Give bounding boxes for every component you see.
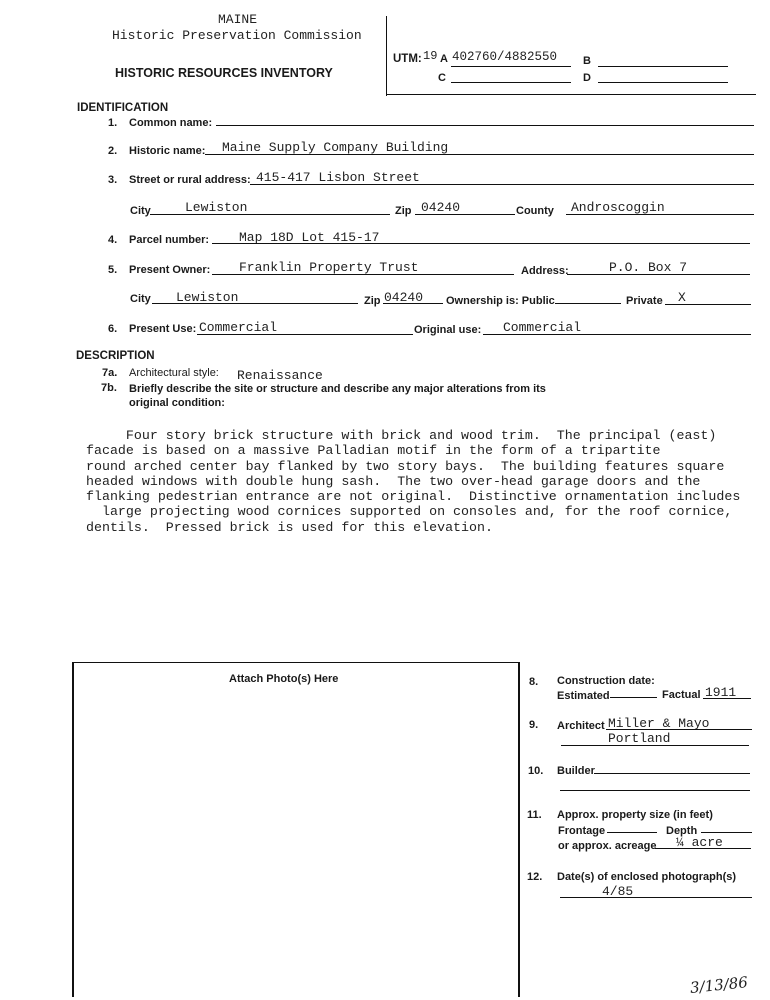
description-line: large projecting wood cornices supported on consoles and, for the roof cornice, <box>86 504 733 520</box>
estimated-label: Estimated <box>557 690 610 702</box>
builder-line-2 <box>560 790 750 791</box>
historic-name-line <box>205 154 754 155</box>
frontage-line <box>607 832 657 833</box>
item-7a-number: 7a. <box>102 367 118 379</box>
item-12-number: 12. <box>527 871 543 883</box>
original-use-value: Commercial <box>503 320 582 335</box>
commission-title: Historic Preservation Commission <box>112 28 362 43</box>
description-line: dentils. Pressed brick is used for this elevation. <box>86 519 493 535</box>
builder-line-1 <box>594 773 750 774</box>
factual-line <box>703 698 751 699</box>
owner-label: Present Owner: <box>129 264 211 276</box>
architect-value-2: Portland <box>608 731 671 746</box>
owner-zip-line <box>383 303 443 304</box>
frontage-label: Frontage <box>558 825 606 837</box>
description-line: flanking pedestrian entrance are not original. Distinctive ornamentation includes <box>86 489 741 505</box>
state-title: MAINE <box>218 12 258 27</box>
acreage-value: ¼ acre <box>676 835 723 850</box>
photo-date-line <box>560 897 752 898</box>
architect-value-1: Miller & Mayo <box>608 716 710 731</box>
description-line: headed windows with double hung sash. The two over-head garage doors and the <box>86 473 701 489</box>
utm-c-label: C <box>438 72 446 84</box>
photo-box-label: Attach Photo(s) Here <box>229 673 339 685</box>
present-use-value: Commercial <box>199 320 278 335</box>
owner-zip-value: 04240 <box>384 290 424 305</box>
photo-box <box>72 662 520 997</box>
factual-value: 1911 <box>705 685 737 700</box>
owner-line <box>212 274 514 275</box>
owner-city-label: City <box>130 293 151 305</box>
photo-date-label: Date(s) of enclosed photograph(s) <box>557 871 737 883</box>
builder-label: Builder <box>557 765 595 777</box>
historic-name-value: Maine Supply Company Building <box>222 140 449 155</box>
city-value: Lewiston <box>185 200 248 215</box>
present-use-label: Present Use: <box>129 323 197 335</box>
county-line <box>566 214 754 215</box>
owner-zip-label: Zip <box>364 295 381 307</box>
item-8-number: 8. <box>529 676 539 688</box>
utm-c-line <box>451 82 571 83</box>
owner-address-label: Address: <box>521 265 569 277</box>
description-line: facade is based on a massive Palladian motif in the form of a tripartite <box>86 443 661 459</box>
description-heading: DESCRIPTION <box>76 350 155 362</box>
original-use-line <box>483 334 751 335</box>
form-title: HISTORIC RESOURCES INVENTORY <box>115 66 333 80</box>
zip-value: 04240 <box>421 200 461 215</box>
owner-address-value: P.O. Box 7 <box>609 260 688 275</box>
owner-city-line <box>152 303 358 304</box>
zip-line <box>415 214 515 215</box>
handwritten-date: 3/13/86 <box>689 973 749 997</box>
construction-label: Construction date: <box>557 675 655 687</box>
address-value: 415-417 Lisbon Street <box>256 170 420 185</box>
item-4-number: 4. <box>108 234 118 246</box>
city-line <box>150 214 390 215</box>
description-text <box>86 428 740 535</box>
item-5-number: 5. <box>108 264 118 276</box>
county-label: County <box>516 205 554 217</box>
item-10-number: 10. <box>528 765 544 777</box>
acreage-line <box>655 848 751 849</box>
ownership-label: Ownership is: Public <box>446 295 555 307</box>
county-value: Androscoggin <box>571 200 665 215</box>
item-3-number: 3. <box>108 174 118 186</box>
common-name-label: Common name: <box>129 117 213 129</box>
private-label: Private <box>626 295 663 307</box>
utm-d-line <box>598 82 728 83</box>
parcel-value: Map 18D Lot 415-17 <box>239 230 380 245</box>
owner-value: Franklin Property Trust <box>239 260 419 275</box>
item-9-number: 9. <box>529 719 539 731</box>
brief-label-line-2: original condition: <box>129 397 225 409</box>
owner-address-line <box>567 274 750 275</box>
style-value: Renaissance <box>237 368 323 383</box>
parcel-line <box>212 243 750 244</box>
photo-date-value: 4/85 <box>602 884 634 899</box>
factual-label: Factual <box>662 689 701 701</box>
present-use-line <box>197 334 413 335</box>
item-7b-number: 7b. <box>101 382 117 394</box>
utm-zone: 19 <box>423 49 438 63</box>
utm-a-label: A <box>440 53 448 65</box>
utm-d-label: D <box>583 72 591 84</box>
common-name-line <box>216 125 754 126</box>
architect-line-1 <box>606 729 752 730</box>
utm-box-bottom-border <box>386 94 756 95</box>
property-size-label: Approx. property size (in feet) <box>557 809 713 821</box>
address-label: Street or rural address: <box>129 174 251 186</box>
utm-label: UTM: <box>393 53 422 65</box>
item-1-number: 1. <box>108 117 118 129</box>
address-line <box>250 184 754 185</box>
architect-label: Architect <box>557 720 605 732</box>
item-11-number: 11. <box>527 809 542 821</box>
identification-heading: IDENTIFICATION <box>77 102 169 114</box>
zip-label: Zip <box>395 205 412 217</box>
utm-b-line <box>598 66 728 67</box>
acreage-label: or approx. acreage <box>558 840 657 852</box>
parcel-label: Parcel number: <box>129 234 210 246</box>
utm-a-line <box>451 66 571 67</box>
estimated-line <box>610 697 657 698</box>
utm-b-label: B <box>583 55 591 67</box>
private-mark: X <box>678 290 686 305</box>
public-line <box>555 303 621 304</box>
utm-box-left-border <box>386 16 387 96</box>
item-6-number: 6. <box>108 323 118 335</box>
utm-a-value: 402760/4882550 <box>452 50 558 64</box>
style-label: Architectural style: <box>129 367 219 379</box>
owner-city-value: Lewiston <box>176 290 239 305</box>
depth-label: Depth <box>666 825 698 837</box>
description-line: round arched center bay flanked by two story bays. The building features square <box>86 458 725 474</box>
historic-name-label: Historic name: <box>129 145 206 157</box>
city-label: City <box>130 205 151 217</box>
private-line <box>665 304 751 305</box>
description-line: Four story brick structure with brick and wood trim. The principal (east) <box>86 428 717 443</box>
brief-label-line-1: Briefly describe the site or structure and describe any major alterations from its <box>129 383 546 395</box>
architect-line-2 <box>561 745 749 746</box>
depth-line <box>701 832 752 833</box>
item-2-number: 2. <box>108 145 118 157</box>
original-use-label: Original use: <box>414 324 482 336</box>
